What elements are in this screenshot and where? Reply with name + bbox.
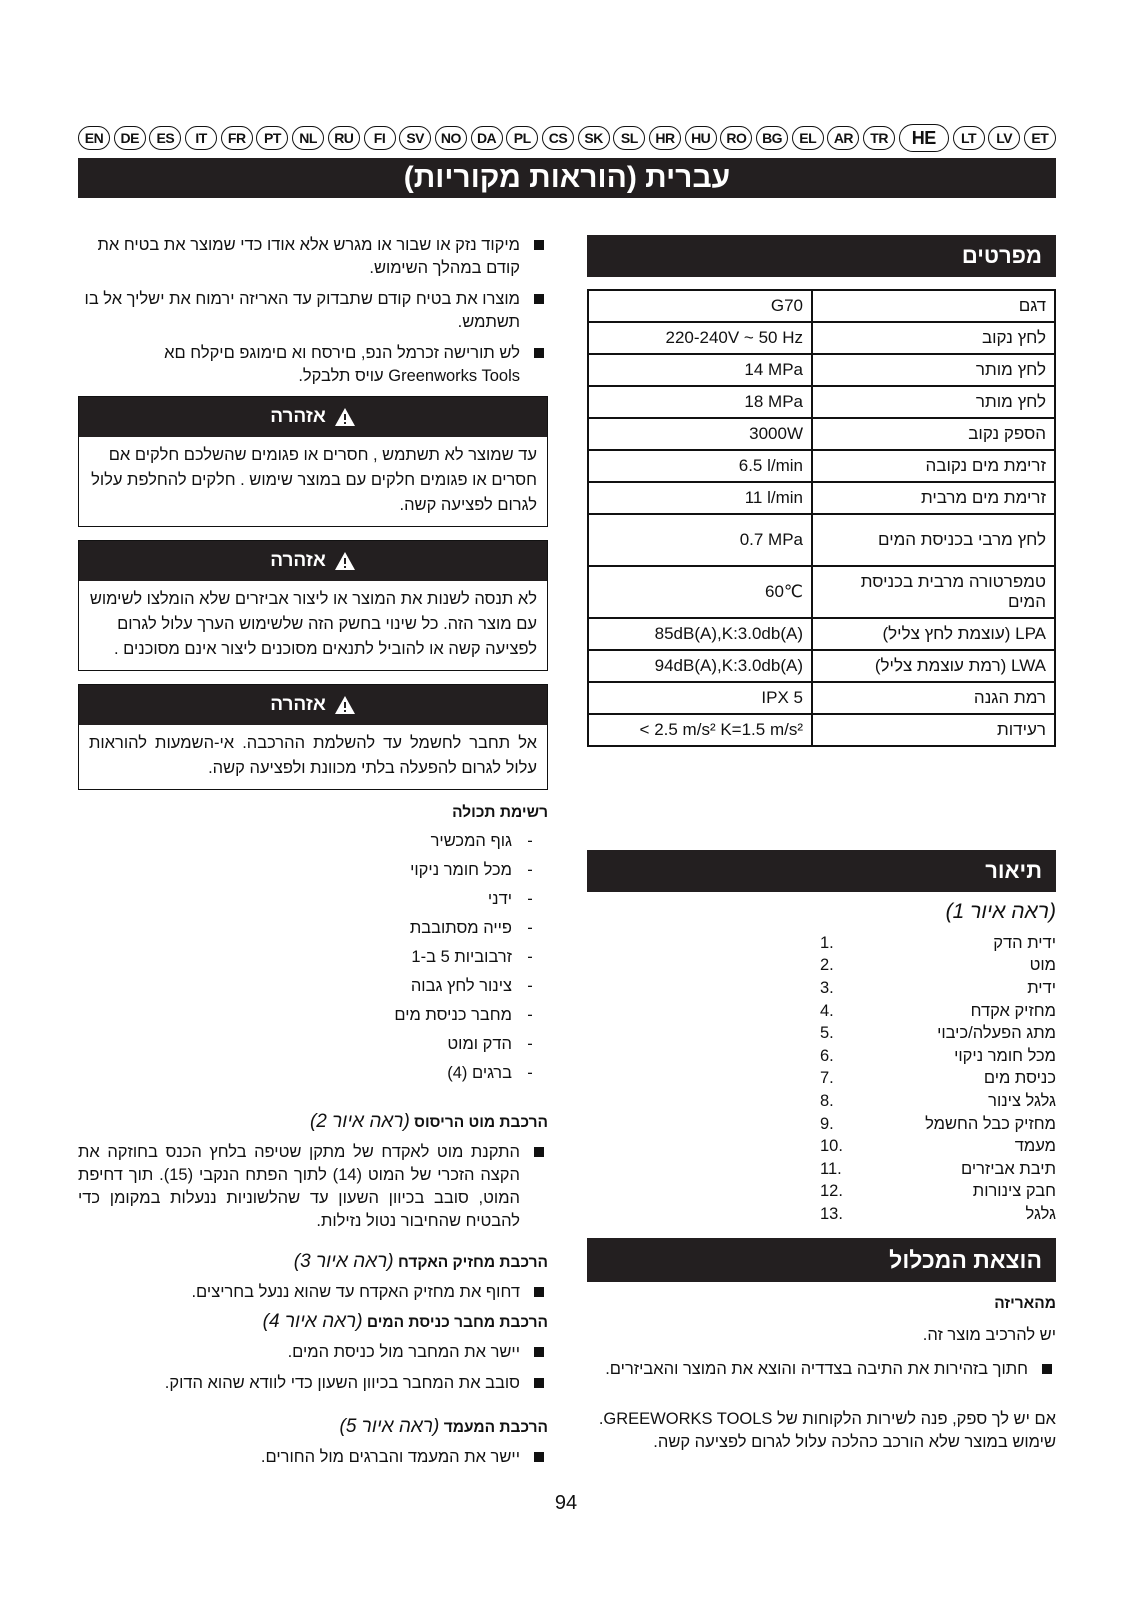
parts-item [250, 1001, 548, 1030]
item-number: 5. [820, 1024, 834, 1043]
parts-item-text: ידני [487, 890, 512, 908]
assembly-holder-heading: הרכבת מחזיק האקדח (ראה איור 3) [293, 1251, 548, 1272]
item-number: 10. [820, 1137, 843, 1156]
warning-box-2 [78, 540, 548, 671]
spec-label: LPA (עוצמת לחץ צליל) [812, 618, 1055, 650]
spec-value: 11 l/min [588, 482, 812, 514]
spec-row [588, 290, 1055, 322]
item-number: 7. [820, 1069, 834, 1088]
spec-value: 94dB(A),K:3.0db(A) [588, 650, 812, 682]
parts-item [250, 827, 548, 856]
dash-marker: - [527, 832, 533, 850]
parts-list [250, 827, 548, 1088]
language-tab-ru: RU [328, 126, 360, 150]
dash-marker: - [527, 919, 533, 937]
item-text: מכל חומר ניקוי [954, 1046, 1056, 1065]
spec-label: LWA (רמת עוצמת צליל) [812, 650, 1055, 682]
language-tab-sk: SK [578, 126, 610, 150]
warning-box-1 [78, 396, 548, 527]
spec-value: 18 MPa [588, 386, 812, 418]
spec-value: 14 MPa [588, 354, 812, 386]
spec-label: טמפרטורה מרבית בכניסת המים [812, 566, 1055, 618]
bullet-marker [534, 1452, 544, 1462]
parts-item [250, 914, 548, 943]
spec-label: רעידות [812, 714, 1055, 746]
item-text: מחזיק כבל החשמל [925, 1114, 1056, 1133]
warning-triangle-icon [334, 551, 356, 571]
spec-row [588, 418, 1055, 450]
description-item [820, 1045, 1056, 1068]
language-tab-hr: HR [649, 126, 681, 150]
bullet-item [78, 234, 548, 280]
item-text: כניסת מים [983, 1069, 1056, 1088]
language-tab-he: HE [899, 124, 949, 152]
dash-marker: - [527, 977, 533, 995]
spec-row [588, 386, 1055, 418]
spec-row [588, 450, 1055, 482]
spec-row [588, 618, 1055, 650]
language-tab-fi: FI [364, 126, 396, 150]
unpacking-note: אם יש לך ספק, פנה לשירות הלקוחות של GREEWORKS TOOLS. שימוש במוצר שלא הורכב כהלכה עלול לגרום לפציעה קשה. [598, 1410, 1056, 1451]
page-number: 94 [554, 1492, 578, 1514]
language-tab-cs: CS [542, 126, 574, 150]
specs-heading: מפרטים [587, 235, 1056, 277]
warning-header: אזהרה [79, 397, 547, 437]
spec-row [588, 682, 1055, 714]
description-item [820, 1000, 1056, 1023]
language-tab-ro: RO [720, 126, 752, 150]
bullet-item [78, 288, 548, 334]
spec-value: IPX 5 [588, 682, 812, 714]
spec-label: לחץ מותר [812, 386, 1055, 418]
bullet-marker [534, 1347, 544, 1357]
item-text: מחזיק אקדח [970, 1001, 1056, 1020]
warning-triangle-icon [334, 695, 356, 715]
language-tab-tr: TR [863, 126, 895, 150]
spec-value: G70 [588, 290, 812, 322]
language-tab-ar: AR [827, 126, 859, 150]
item-number: 3. [820, 978, 834, 997]
warning-header: אזהרה [79, 685, 547, 725]
language-tab-en: EN [78, 126, 110, 150]
item-text: מוט [1029, 956, 1056, 975]
parts-item-text: מכל חומר ניקוי [410, 861, 512, 879]
item-number: 6. [820, 1046, 834, 1065]
language-tab-nl: NL [292, 126, 324, 150]
warning-triangle-icon [334, 407, 356, 427]
warning-header: אזהרה [79, 541, 547, 581]
unpacking-text: יש להרכיב מוצר זה. [922, 1326, 1056, 1344]
description-item [820, 1158, 1056, 1181]
spec-value: 85dB(A),K:3.0db(A) [588, 618, 812, 650]
parts-item-text: פייה מסתובבת [409, 919, 512, 937]
item-text: ידית הדק [993, 933, 1056, 952]
spec-label: לחץ מרבי בכניסת המים [812, 514, 1055, 566]
spec-value: 220-240V ~ 50 Hz [588, 322, 812, 354]
unpacking-bullet [587, 1358, 1056, 1389]
description-item [820, 1113, 1056, 1136]
spec-row [588, 482, 1055, 514]
assembly-stand-text [78, 1446, 548, 1477]
language-tab-bg: BG [756, 126, 788, 150]
spec-label: רמת הגנה [812, 682, 1055, 714]
language-tab-sl: SL [613, 126, 645, 150]
language-tab-it: IT [185, 126, 217, 150]
assembly-inlet-heading: הרכבת מחבר כניסת המים (ראה איור 4) [262, 1311, 548, 1332]
description-item [820, 955, 1056, 978]
parts-item [250, 1030, 548, 1059]
parts-item-text: מחבר כניסת מים [394, 1006, 512, 1024]
language-tab-pl: PL [506, 126, 538, 150]
spec-value: 60℃ [588, 566, 812, 618]
bullet-marker [534, 348, 544, 358]
page-title: עברית (הוראות מקוריות) [78, 158, 1056, 198]
description-item [820, 1135, 1056, 1158]
spec-row [588, 514, 1055, 566]
spec-label: זרימת מים מרבית [812, 482, 1055, 514]
item-text: מעמד [1014, 1137, 1056, 1156]
item-text: ידית [1027, 978, 1056, 997]
parts-item [250, 943, 548, 972]
dash-marker: - [527, 948, 533, 966]
item-number: 12. [820, 1182, 843, 1201]
item-number: 9. [820, 1114, 834, 1133]
item-number: 8. [820, 1091, 834, 1110]
spec-value: 6.5 l/min [588, 450, 812, 482]
assembly-holder-text [78, 1281, 548, 1312]
item-text: גלגל [1025, 1204, 1056, 1223]
language-tab-de: DE [114, 126, 146, 150]
spec-label: לחץ נקוב [812, 322, 1055, 354]
bullet-item [78, 342, 548, 388]
description-item [820, 1181, 1056, 1204]
description-item [820, 1022, 1056, 1045]
language-tab-hu: HU [685, 126, 717, 150]
warning-text: אל תחבר לחשמל עד להשלמת ההרכבה. אי-השמעות להוראות עלול לגרום להפעלה בלתי מכוונת ולפציעה קשה. [89, 734, 537, 777]
warning-text: עד שמוצר לא תשתמש , חסרים או פגומים שהשלכם חלקים אם חסרים או פגומים חלקים עם במוצר שימוש . חלקים להחלפת עלול לגרום לפציעה קשה. [91, 446, 537, 514]
item-number: 1. [820, 933, 834, 952]
parts-item [250, 856, 548, 885]
language-tab-lt: LT [953, 126, 985, 150]
unpacking-subhead: מהאריזה [994, 1295, 1056, 1312]
spec-label: לחץ מותר [812, 354, 1055, 386]
assembly-wand-heading: הרכבת מוט הריסוס (ראה איור 2) [309, 1111, 548, 1132]
spec-row [588, 714, 1055, 746]
language-tab-sv: SV [399, 126, 431, 150]
bullet-text: סובב את המחבר בכיוון השעון כדי לוודא שהוא הדוק. [164, 1374, 520, 1392]
dash-marker: - [527, 890, 533, 908]
item-text: תיבת אביזרים [960, 1159, 1056, 1178]
parts-item [250, 1059, 548, 1088]
specs-table [587, 289, 1056, 747]
bullet-marker [534, 240, 544, 250]
language-tab-fr: FR [221, 126, 253, 150]
parts-item [250, 885, 548, 914]
language-tab-es: ES [149, 126, 181, 150]
item-number: 2. [820, 956, 834, 975]
language-tab-pt: PT [256, 126, 288, 150]
dash-marker: - [527, 1006, 533, 1024]
unpacking-heading: הוצאת המכלול [587, 1238, 1056, 1282]
bullet-text: חתוך בזהירות את התיבה בצדדיה והוצא את המוצר והאביזרים. [605, 1360, 1028, 1378]
dash-marker: - [527, 1064, 533, 1082]
spec-label: דגם [812, 290, 1055, 322]
bullet-marker [534, 1378, 544, 1388]
bullet-text: יישר את המחבר מול כניסת המים. [287, 1343, 520, 1361]
description-figure-ref: (ראה איור 1) [945, 900, 1056, 923]
language-tab-da: DA [471, 126, 503, 150]
item-text: מתג הפעלה/כיבוי [937, 1024, 1056, 1043]
bullet-text: דחוף את מחזיק האקדח עד שהוא ננעל בחריצים. [191, 1283, 520, 1301]
item-text: גלגל צינור [988, 1091, 1056, 1110]
description-list [820, 932, 1056, 1226]
spec-value: < 2.5 m/s² K=1.5 m/s² [588, 714, 812, 746]
item-text: חבק צינורות [972, 1182, 1056, 1201]
spec-label: זרימת מים נקובה [812, 450, 1055, 482]
bullet-marker [534, 1287, 544, 1297]
bullet-marker [1042, 1364, 1052, 1374]
assembly-inlet-text [78, 1341, 548, 1403]
bullet-text: יישר את המעמד והברגים מול החורים. [260, 1448, 520, 1466]
spec-row [588, 566, 1055, 618]
parts-item-text: גוף המכשיר [430, 832, 512, 850]
spec-value: 3000W [588, 418, 812, 450]
language-tab-no: NO [435, 126, 467, 150]
language-tab-et: ET [1024, 126, 1056, 150]
parts-heading: רשימת תכולה [452, 804, 548, 821]
description-item [820, 1090, 1056, 1113]
bullet-text: מוצרו את בטיח קודם שתבדוק עד האריזה ירמוח את ישליך אל בו תשתמש. [84, 290, 520, 331]
spec-row [588, 650, 1055, 682]
language-tab-lv: LV [988, 126, 1020, 150]
spec-row [588, 322, 1055, 354]
description-item [820, 977, 1056, 1000]
spec-row [588, 354, 1055, 386]
item-number: 4. [820, 1001, 834, 1020]
language-tab-el: EL [792, 126, 824, 150]
dash-marker: - [527, 861, 533, 879]
warning-text: לא תנסה לשנות את המוצר או ליצור אביזרים שלא הומלצו לשימוש עם מוצר הזה. כל שינוי בחשק הזה שלשימוש הערך עלול לגרום לפציעה קשה או להוביל לתנאים מסוכנים ליצור אינם מסוכנים . [89, 590, 537, 658]
description-item [820, 1203, 1056, 1226]
parts-item-text: צינור לחץ גבוה [410, 977, 512, 995]
spec-value: 0.7 MPa [588, 514, 812, 566]
language-selector [78, 124, 1056, 152]
assembly-wand-text [78, 1141, 548, 1241]
spec-label: הספק נקוב [812, 418, 1055, 450]
warning-box-3 [78, 684, 548, 790]
bullet-text: לש תורישה זכרמל הנפ, םירסח וא םימוגפ םיקלח םא Greenworks Tools עויס תלבקל. [164, 344, 520, 385]
parts-item-text: ברגים (4) [447, 1064, 512, 1082]
parts-item-text: הדק ומוט [447, 1035, 512, 1053]
parts-item-text: זרבוביות 5 ב-1 [411, 948, 512, 966]
description-heading: תיאור [587, 850, 1056, 892]
bullet-marker [534, 1147, 544, 1157]
top-bullets [78, 234, 548, 396]
bullet-marker [534, 294, 544, 304]
description-item [820, 932, 1056, 955]
dash-marker: - [527, 1035, 533, 1053]
item-number: 13. [820, 1204, 843, 1223]
description-item [820, 1068, 1056, 1091]
parts-item [250, 972, 548, 1001]
bullet-text: התקנת מוט לאקדח של מתקן שטיפה בלחץ הכנס בחוזקה את הקצה הזכרי של המוט (14) לתוך הפתח הנקבי (15). תוך דחיפת המוט, סובב בכיוון השעון עד שהלשוניות ננעלות במקומן כדי להבטיח שהחיבור נטול נזילות. [78, 1143, 520, 1230]
assembly-stand-heading: הרכבת המעמד (ראה איור 5) [339, 1416, 548, 1437]
item-number: 11. [820, 1159, 842, 1178]
bullet-text: מיקוד נזק או שבור או מגרש אלא אודו כדי שמוצר את בטיח את קודם במהלך השימוש. [97, 236, 520, 277]
